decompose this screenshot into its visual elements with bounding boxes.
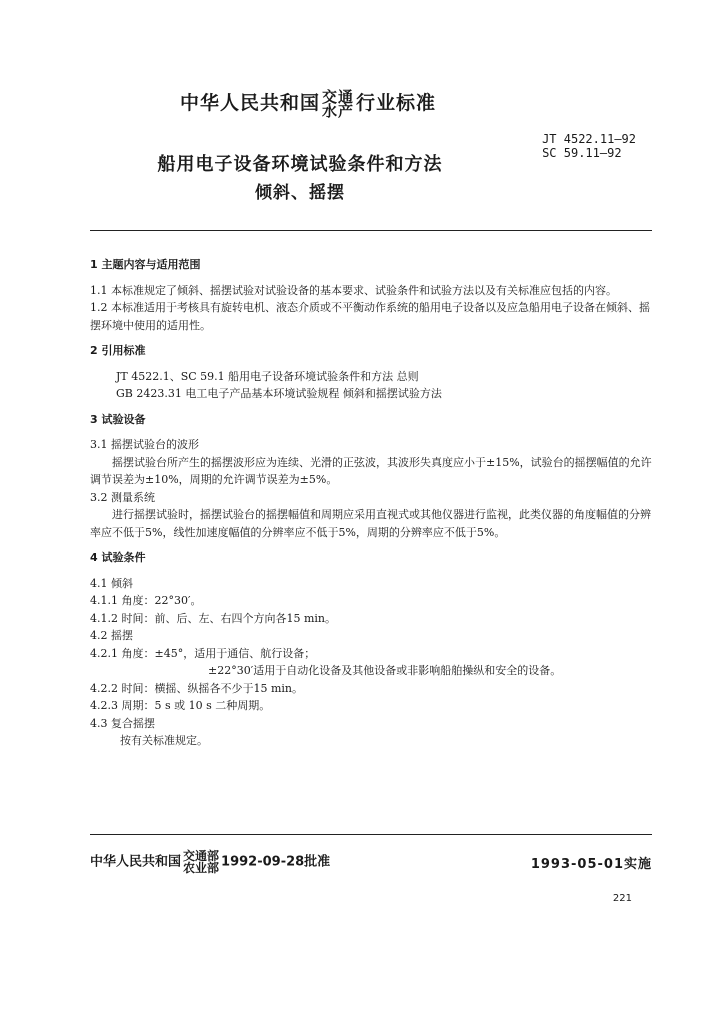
footer-dept-top: 交通部 (183, 849, 220, 863)
approval-date: 1992-09-28批准 (221, 854, 331, 870)
standard-code-sc: SC 59.11—92 (542, 146, 622, 160)
document-body (90, 256, 660, 750)
footer-dept-stack (183, 850, 219, 874)
clause-1-1: 1.1 本标准规定了倾斜、摇摆试验对试验设备的基本要求、试验条件和试验方法以及有关标准应包括的内容。 (90, 283, 617, 297)
clause-4-2-1-continued: ±22°30′适用于自动化设备及其他设备或非影响船舶操纵和安全的设备。 (208, 664, 562, 677)
clause-1-2: 1.2 本标准适用于考核具有旋转电机、液态介质或不平衡动作系统的船用电子设备以及应急船用电子设备在倾斜、摇摆环境中使用的适用性。 (90, 301, 650, 332)
clause-4-3-text: 按有关标准规定。 (120, 734, 208, 747)
clause-4-2-3: 4.2.3 周期：5 s 或 10 s 二种周期。 (90, 699, 271, 712)
page-number: 221 (612, 893, 632, 904)
reference-2: GB 2423.31 电工电子产品基本环境试验规程 倾斜和摇摆试验方法 (116, 387, 442, 400)
clause-4-3: 4.3 复合摇摆 (90, 716, 155, 730)
document-title: 船用电子设备环境试验条件和方法 (157, 154, 443, 175)
footer-dept-bottom: 农业部 (183, 861, 220, 875)
section-1-heading: 1 主题内容与适用范围 (90, 258, 201, 271)
clause-4-2-1: 4.2.1 角度：±45°，适用于通信、航行设备； (90, 646, 316, 660)
footer-issuer (90, 850, 330, 874)
footer-prefix: 中华人民共和国 (90, 854, 182, 870)
standard-header (180, 88, 436, 118)
clause-4-2-2: 4.2.2 时间：横摇、纵摇各不少于15 min。 (90, 681, 304, 695)
footer-divider (90, 834, 652, 835)
effective-date: 1993-05-01实施 (530, 857, 652, 872)
clause-3-2: 3.2 测量系统 (90, 490, 155, 504)
header-suffix: 行业标准 (356, 92, 437, 114)
clause-3-1: 3.1 摇摆试验台的波形 (90, 438, 199, 451)
section-4-heading: 4 试验条件 (90, 551, 146, 564)
header-prefix: 中华人民共和国 (180, 92, 321, 114)
standard-code-jt: JT 4522.11—92 (542, 132, 636, 146)
document-subtitle: 倾斜、摇摆 (255, 183, 345, 203)
clause-4-1-2: 4.1.2 时间：前、后、左、右四个方向各15 min。 (90, 611, 337, 625)
clause-4-1: 4.1 倾斜 (90, 576, 133, 590)
clause-3-1-text: 摇摆试验台所产生的摇摆波形应为连续、光滑的正弦波，其波形失真度应小于±15%，试验台的摇摆幅值的允许调节误差为±10%，周期的允许调节误差为±5%。 (90, 455, 652, 486)
reference-1: JT 4522.1、SC 59.1 船用电子设备环境试验条件和方法 总则 (116, 369, 419, 383)
clause-3-2-text: 进行摇摆试验时，摇摆试验台的摇摆幅值和周期应采用直视式或其他仪器进行监视，此类仪器的角度幅值的分辨率应不低于5%，线性加速度幅值的分辨率应不低于5%，周期的分辨率应不低于5%。 (90, 508, 651, 539)
header-dept-top: 交通 (322, 87, 355, 106)
section-3-heading: 3 试验设备 (90, 412, 146, 426)
section-2-heading: 2 引用标准 (90, 344, 146, 357)
clause-4-2: 4.2 摇摆 (90, 629, 133, 642)
header-dept-bottom: 水产 (322, 101, 355, 120)
clause-4-1-1: 4.1.1 角度：22°30′。 (90, 594, 202, 607)
title-divider (90, 230, 652, 231)
header-dept-stack (322, 87, 355, 120)
